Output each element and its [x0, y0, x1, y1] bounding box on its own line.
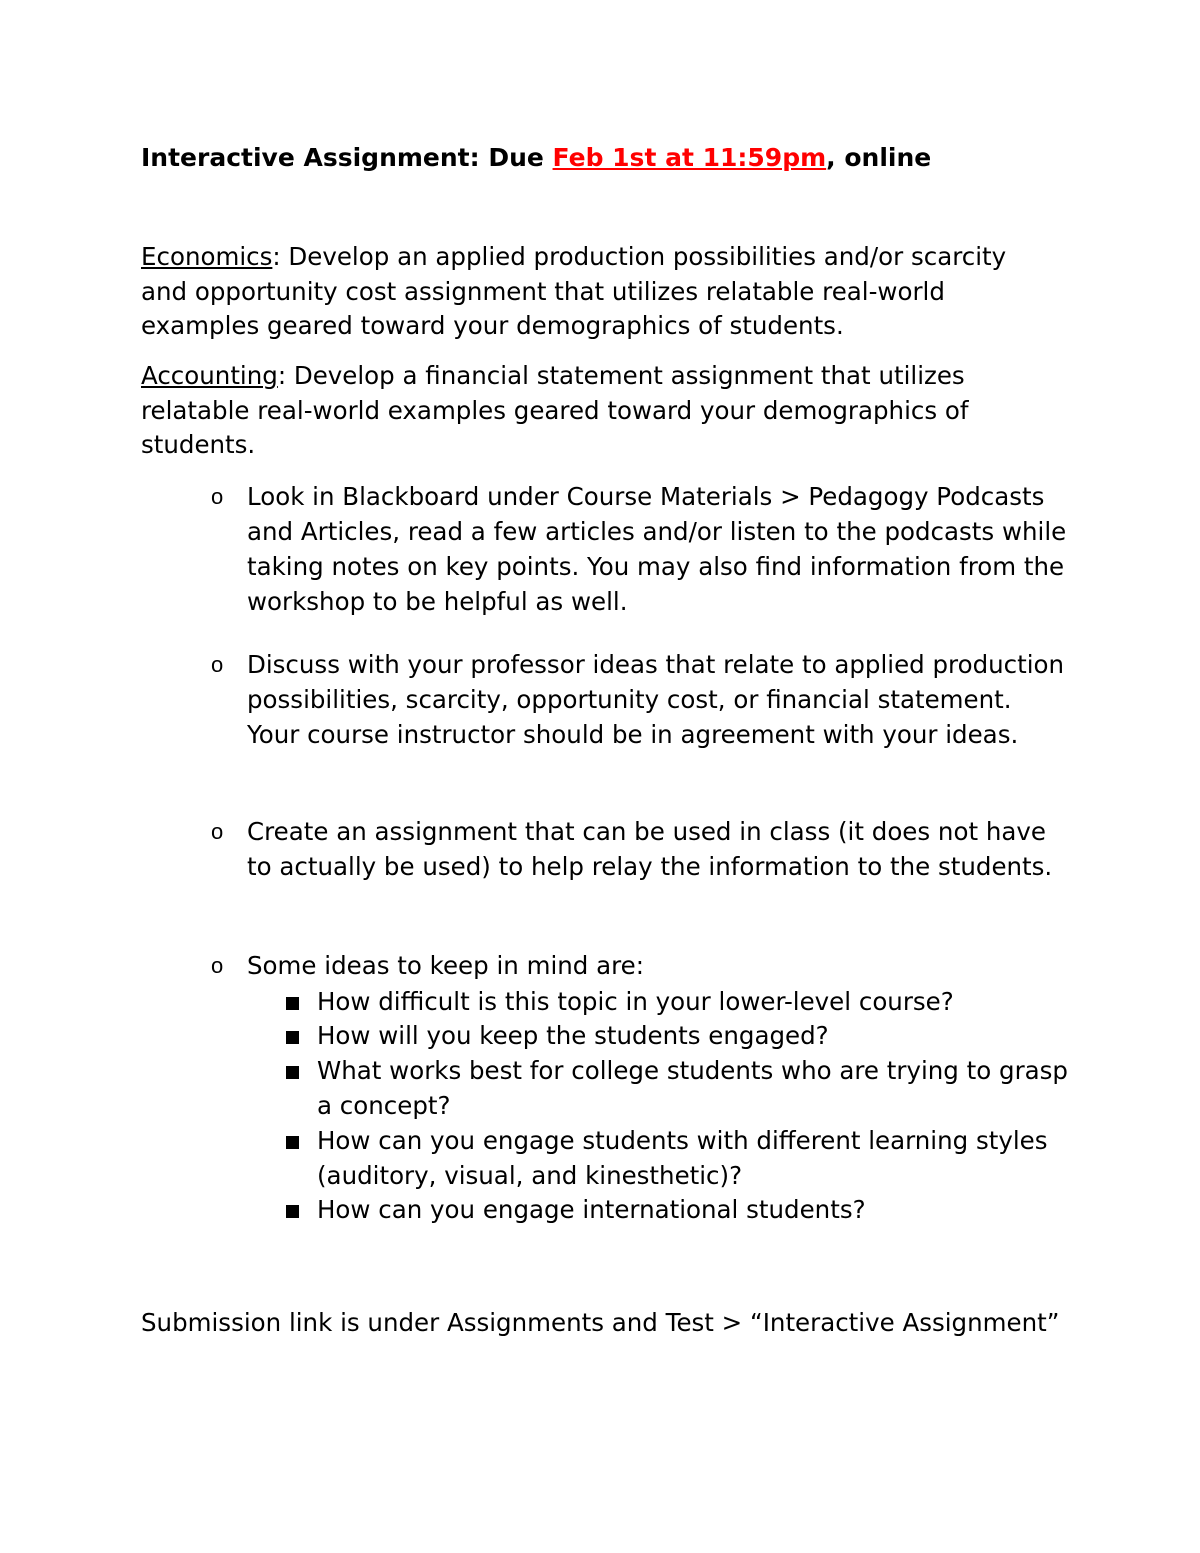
- square-bullet-icon: [286, 1205, 299, 1218]
- sub-list-item-text: What works best for college students who are trying to grasp a concept?: [317, 1056, 1068, 1120]
- square-bullet-icon: [286, 1136, 299, 1149]
- title-suffix: , online: [826, 143, 932, 172]
- square-bullet-icon: [286, 1031, 299, 1044]
- submission-note: Submission link is under Assignments and Test > “Interactive Assignment”: [141, 1308, 1060, 1337]
- list-item-text: Look in Blackboard under Course Materials > Pedagogy Podcasts and Articles, read a few articles and/or listen to the podcasts while taking notes on key points. You may also find information from the workshop to be helpful as well.: [247, 482, 1067, 616]
- list-item-text: Some ideas to keep in mind are:: [247, 951, 644, 980]
- economics-text: : Develop an applied production possibilities and/or scarcity and opportunity cost assignment that utilizes relatable real-world examples geared toward your demographics of students.: [141, 242, 1007, 340]
- circle-bullet-icon: o: [211, 819, 224, 844]
- economics-paragraph: [141, 240, 1041, 344]
- accounting-label: Accounting: [141, 361, 278, 390]
- assignment-title: [141, 140, 931, 176]
- circle-bullet-icon: o: [211, 953, 224, 978]
- sub-list-item-text: How will you keep the students engaged?: [317, 1021, 829, 1050]
- circle-bullet-icon: o: [211, 652, 224, 677]
- accounting-text: : Develop a financial statement assignment that utilizes relatable real-world examples geared toward your demographics of students.: [141, 361, 969, 459]
- circle-bullet-icon: o: [211, 484, 224, 509]
- sub-list-item-text: How can you engage international students?: [317, 1195, 866, 1224]
- title-prefix: Interactive Assignment: Due: [141, 143, 553, 172]
- sub-list-item-text: How difficult is this topic in your lower-level course?: [317, 987, 954, 1016]
- list-item-text: Discuss with your professor ideas that relate to applied production possibilities, scarcity, opportunity cost, or financial statement. Your course instructor should be in agreement with your ideas.: [247, 650, 1065, 749]
- list-item-text: Create an assignment that can be used in class (it does not have to actually be used) to help relay the information to the students.: [247, 817, 1053, 881]
- square-bullet-icon: [286, 1066, 299, 1079]
- accounting-paragraph: [141, 359, 1041, 463]
- sub-list-item-text: How can you engage students with different learning styles (auditory, visual, and kinesthetic)?: [317, 1126, 1048, 1190]
- economics-label: Economics: [141, 242, 273, 271]
- due-date: Feb 1st at 11:59pm: [552, 143, 827, 172]
- square-bullet-icon: [286, 997, 299, 1010]
